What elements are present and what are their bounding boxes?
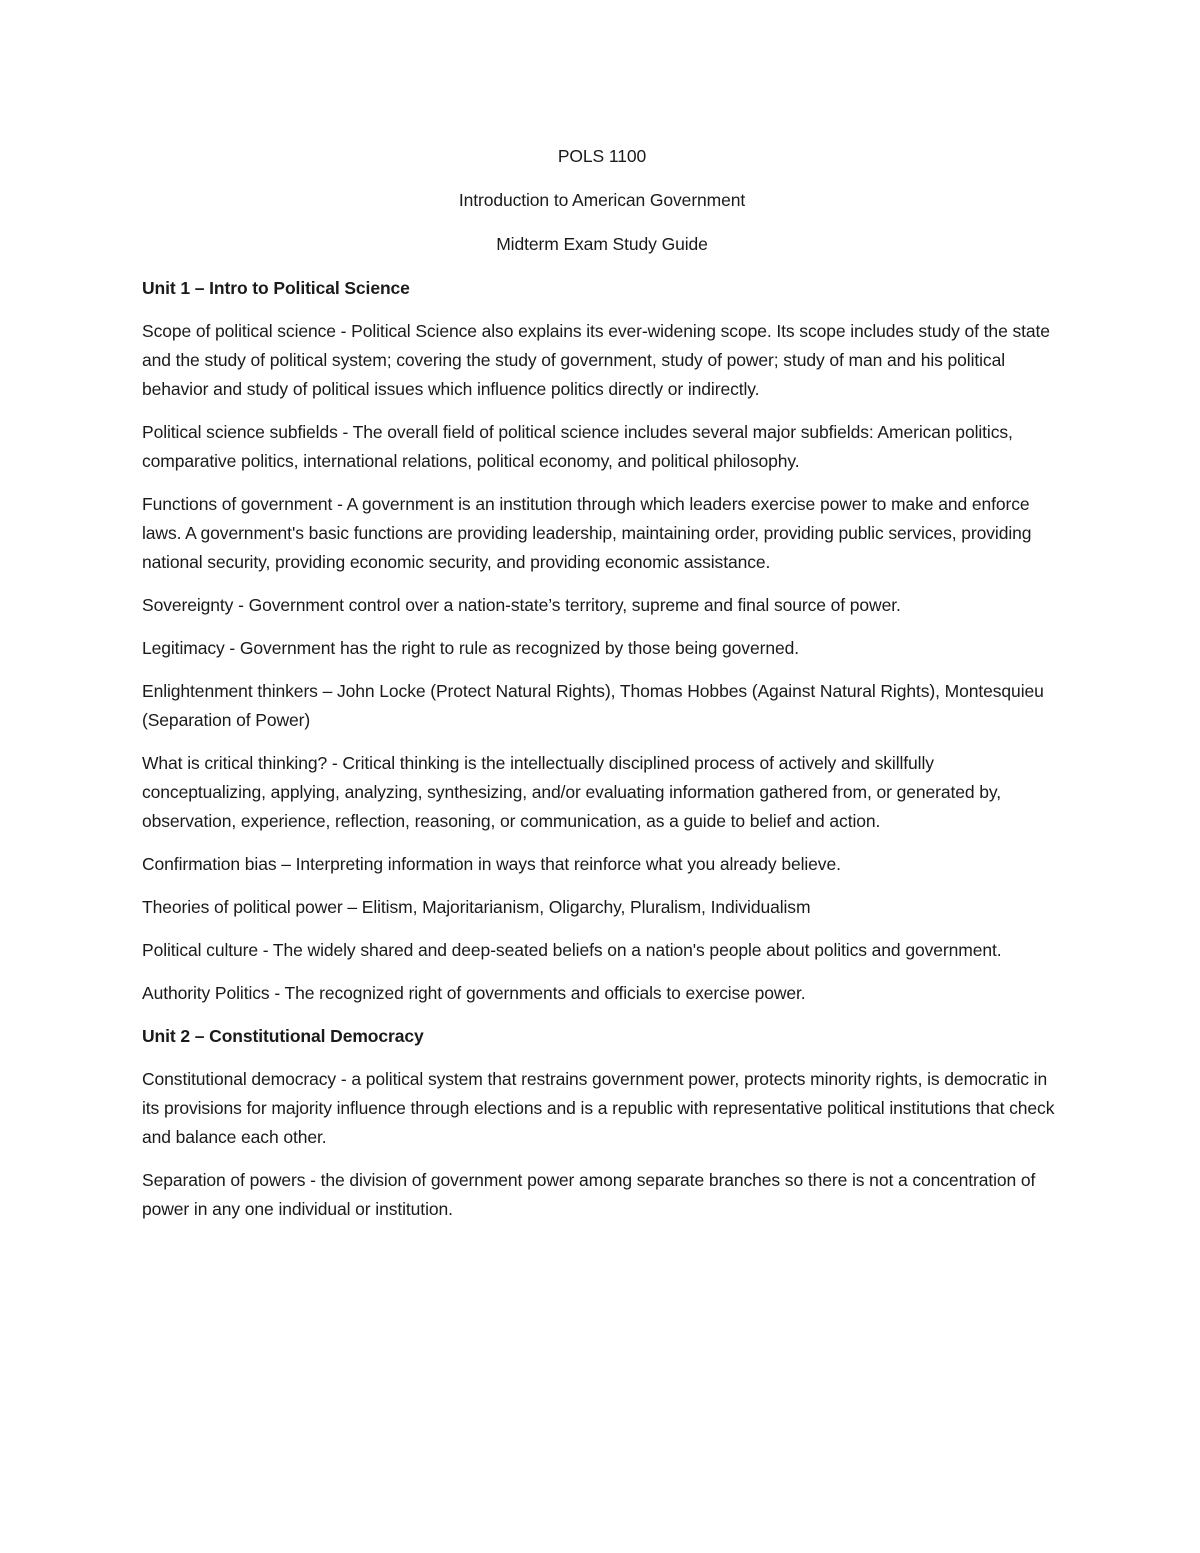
- entry-enlightenment-thinkers: Enlightenment thinkers – John Locke (Protect Natural Rights), Thomas Hobbes (Against Natural Rights), Montesquieu (Separation of Power): [142, 681, 1044, 730]
- entry-scope-of-political-science: Scope of political science - Political Science also explains its ever-widening scope. Its scope includes study of the state and the study of political system; covering the study of government, study of power; study of man and his political behavior and study of political issues which influence politics directly or indirectly.: [142, 321, 1050, 399]
- entry-confirmation-bias: Confirmation bias – Interpreting information in ways that reinforce what you already believe.: [142, 854, 841, 874]
- entry-constitutional-democracy: Constitutional democracy - a political system that restrains government power, protects minority rights, is democratic in its provisions for majority influence through elections and is a republic with representative political institutions that check and balance each other.: [142, 1069, 1055, 1147]
- document-title: Midterm Exam Study Guide: [496, 234, 708, 254]
- entry-critical-thinking: What is critical thinking? - Critical thinking is the intellectually disciplined process of actively and skillfully conceptualizing, applying, analyzing, synthesizing, and/or evaluating information gathered from, or generated by, observation, experience, reflection, reasoning, or communication, as a guide to belief and action.: [142, 753, 1002, 831]
- unit-2-heading: Unit 2 – Constitutional Democracy: [142, 1026, 424, 1046]
- entry-sovereignty: Sovereignty - Government control over a nation-state’s territory, supreme and final source of power.: [142, 595, 901, 615]
- entry-legitimacy: Legitimacy - Government has the right to rule as recognized by those being governed.: [142, 638, 799, 658]
- course-code: POLS 1100: [557, 146, 647, 166]
- course-title: Introduction to American Government: [458, 190, 746, 210]
- entry-political-science-subfields: Political science subfields - The overall field of political science includes several major subfields: American politics, comparative politics, international relations, political economy, and political philosophy.: [142, 422, 1013, 471]
- entry-functions-of-government: Functions of government - A government is an institution through which leaders exercise power to make and enforce laws. A government's basic functions are providing leadership, maintaining order, providing public services, providing national security, providing economic security, and providing economic assistance.: [142, 494, 1032, 572]
- entry-political-culture: Political culture - The widely shared and deep-seated beliefs on a nation's people about politics and government.: [142, 940, 1002, 960]
- entry-authority-politics: Authority Politics - The recognized right of governments and officials to exercise power.: [142, 983, 806, 1003]
- entry-theories-of-political-power: Theories of political power – Elitism, Majoritarianism, Oligarchy, Pluralism, Individualism: [142, 897, 811, 917]
- entry-separation-of-powers: Separation of powers - the division of government power among separate branches so there is not a concentration of power in any one individual or institution.: [142, 1170, 1036, 1219]
- unit-1-heading: Unit 1 – Intro to Political Science: [142, 278, 410, 298]
- document-page: [142, 142, 1062, 1238]
